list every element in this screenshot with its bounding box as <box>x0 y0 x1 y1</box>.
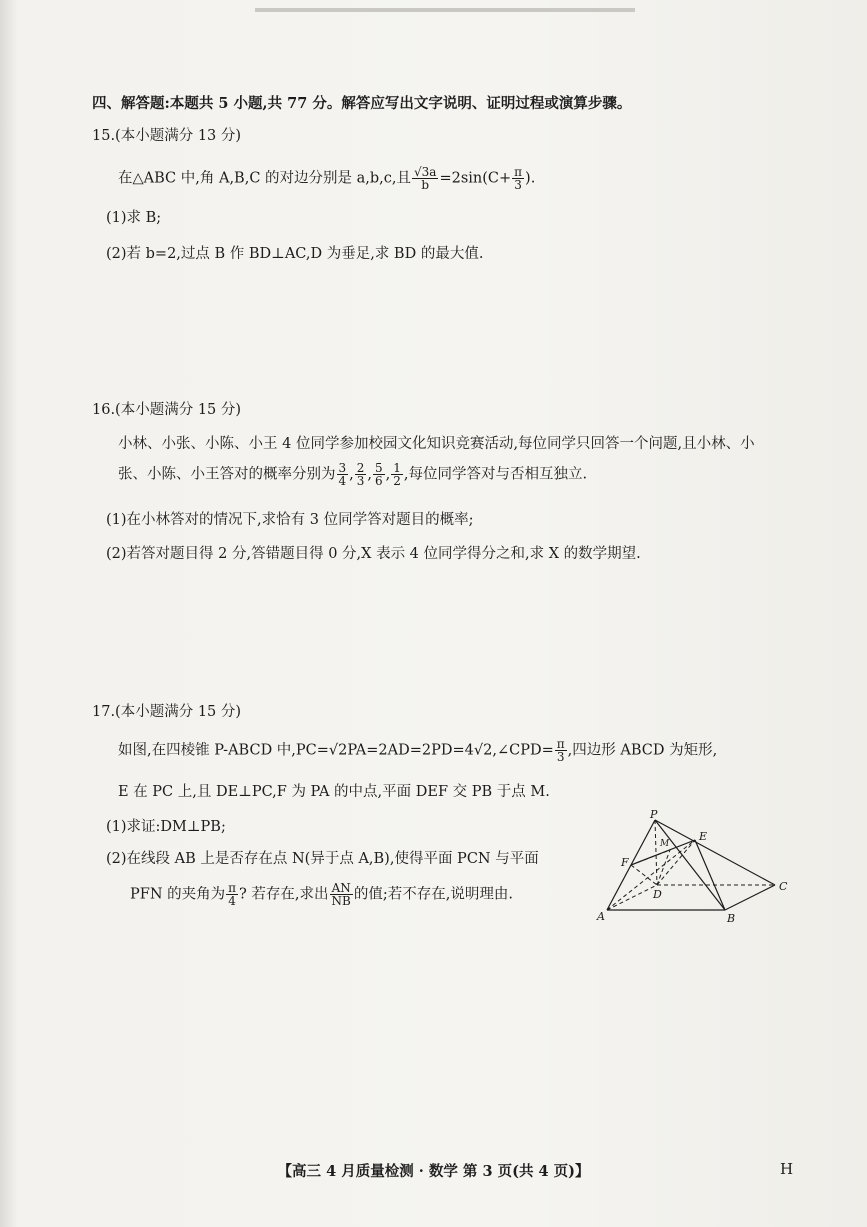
q15-stem-text: 在△ABC 中,角 A,B,C 的对边分别是 a,b,c,且 <box>118 170 412 187</box>
label-P: P <box>650 810 658 821</box>
q16-stem-line2: 张、小陈、小王答对的概率分别为 $\frac{3}{4}$ , $\frac{2}{3}$ , $\frac{5}{6}$ , $\frac{1}{2}$ ,每位同学答对与否相互独立. <box>118 461 588 488</box>
q16-prob-3: $\frac{5}{6}$ <box>375 461 383 488</box>
label-C: C <box>779 880 788 893</box>
q15-header: 15.(本小题满分 13 分) <box>92 128 242 144</box>
q16-stem-text: 张、小陈、小王答对的概率分别为 <box>118 466 336 483</box>
q17-stem-text: 如图,在四棱锥 P-ABCD 中,PC=√2PA=2AD=2PD=4√2,∠CPD= <box>118 742 554 759</box>
q17-ratio-fraction: $\frac{AN}{NB}$ <box>331 881 351 908</box>
edge-PD <box>655 820 657 885</box>
q15-part2: (2)若 b=2,过点 B 作 BD⊥AC,D 为垂足,求 BD 的最大值. <box>106 246 484 262</box>
edge-AE <box>607 840 695 910</box>
q15-stem <box>118 166 535 191</box>
q17-header: 17.(本小题满分 15 分) <box>92 704 242 720</box>
q16-prob-2: $\frac{2}{3}$ <box>356 461 365 488</box>
q15-pi-fraction: $\frac{\pi}{3}$ <box>514 165 523 192</box>
q16-stem-end: ,每位同学答对与否相互独立. <box>403 466 588 483</box>
edge-BC <box>725 885 775 910</box>
q16-header: 16.(本小题满分 15 分) <box>92 402 242 418</box>
q16-prob-4: $\frac{1}{2}$ <box>393 461 401 488</box>
edge-DM <box>657 850 670 885</box>
q15-fraction: $\frac{√3a}{b}$ <box>414 165 437 192</box>
pyramid-figure <box>595 810 800 925</box>
edge-PC <box>655 820 775 885</box>
q17-part2-cont: PFN 的夹角为 $\frac{\pi}{4}$ ? 若存在,求出 $\frac{AN}{NB}$ 的值;若不存在,说明理由. <box>130 881 513 908</box>
section-title: 四、解答题:本题共 5 小题,共 77 分。解答应写出文字说明、证明过程或演算步骤。 <box>92 95 632 112</box>
q16-prob-1: $\frac{3}{4}$ <box>338 461 347 488</box>
label-A: A <box>597 910 605 923</box>
q17-angle-fraction: $\frac{\pi}{4}$ <box>228 881 237 908</box>
q15-part1: (1)求 B; <box>106 210 162 226</box>
q17-pi-fraction: $\frac{\pi}{3}$ <box>556 737 565 764</box>
q16-part2: (2)若答对题目得 2 分,答错题目得 0 分,X 表示 4 位同学得分之和,求 X 的数学期望. <box>106 546 641 562</box>
label-D: D <box>653 888 662 901</box>
q17-stem-line2: E 在 PC 上,且 DE⊥PC,F 为 PA 的中点,平面 DEF 交 PB 于点 M. <box>118 784 550 800</box>
q16-part1: (1)在小林答对的情况下,求恰有 3 位同学答对题目的概率; <box>106 512 474 528</box>
label-E: E <box>699 830 708 843</box>
edge-PB <box>655 820 725 910</box>
q17-part2: (2)在线段 AB 上是否存在点 N(异于点 A,B),使得平面 PCN 与平面 <box>106 851 539 867</box>
page-footer: 【高三 4 月质量检测 · 数学 第 3 页(共 4 页)】 <box>277 1163 590 1180</box>
edge-AD <box>607 885 657 910</box>
edge-EB <box>695 840 725 910</box>
label-M: M <box>660 839 670 849</box>
q17-part1: (1)求证:DM⊥PB; <box>106 819 226 835</box>
q17-stem-line1 <box>118 738 717 763</box>
scan-edge-line <box>255 8 635 12</box>
q17-stem-end: ,四边形 ABCD 为矩形, <box>567 742 718 759</box>
paper-version-mark: H <box>780 1160 794 1178</box>
q15-stem-mid: =2sin(C+ <box>439 170 512 187</box>
label-F: F <box>621 856 629 869</box>
label-B: B <box>727 912 736 925</box>
edge-FD <box>631 865 657 885</box>
q15-stem-end: ). <box>525 170 536 187</box>
q16-stem-line1: 小林、小张、小陈、小王 4 位同学参加校园文化知识竞赛活动,每位同学只回答一个问题,且小林、小 <box>118 436 755 452</box>
